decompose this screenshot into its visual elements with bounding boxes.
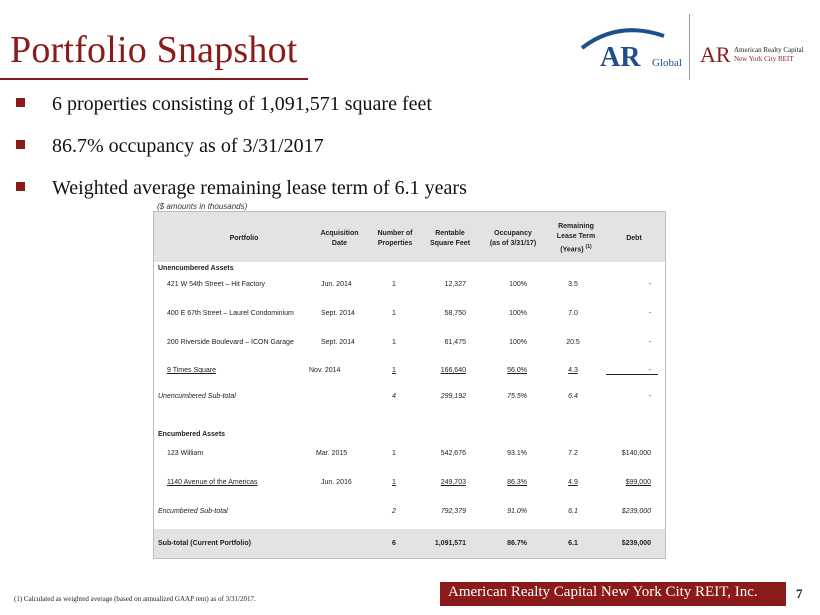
cell-sqft: 58,750 bbox=[444, 310, 466, 317]
cell-num: 6 bbox=[392, 540, 396, 547]
cell-occupancy: 86.3% bbox=[507, 479, 527, 486]
cell-name: 421 W 54th Street – Hit Factory bbox=[167, 281, 266, 288]
cell-num: 4 bbox=[392, 393, 396, 400]
cell-occupancy: 93.1% bbox=[507, 450, 527, 457]
cell-debt: $239,000 bbox=[621, 508, 651, 515]
cell-term: 6.4 bbox=[568, 393, 578, 400]
cell-sqft: 542,676 bbox=[440, 450, 466, 457]
cell-term: 7.2 bbox=[568, 450, 578, 457]
cell-num: 1 bbox=[392, 450, 396, 457]
cell-name: Sub-total (Current Portfolio) bbox=[158, 540, 251, 547]
cell-term: 6.1 bbox=[568, 540, 578, 547]
cell-debt: $239,000 bbox=[621, 540, 651, 547]
cell-term: 6.1 bbox=[568, 508, 578, 515]
header-remaining-line3 bbox=[546, 242, 606, 255]
header-debt: Debt bbox=[626, 235, 642, 242]
cell-sqft: 61,475 bbox=[444, 339, 466, 346]
cell-num: 1 bbox=[392, 367, 396, 374]
header-occupancy bbox=[480, 229, 546, 249]
ar-global-letters: AR bbox=[600, 42, 641, 70]
footer-company: American Realty Capital New York City REIT, Inc. bbox=[448, 584, 758, 600]
page-number: 7 bbox=[796, 586, 803, 601]
cell-occupancy: 75.5% bbox=[507, 393, 527, 400]
header-remaining-line2: Lease Term bbox=[556, 233, 596, 240]
cell-name: Encumbered Sub-total bbox=[158, 508, 228, 515]
arc-line2: New York City REIT bbox=[734, 55, 794, 63]
arc-line1: American Realty Capital bbox=[734, 46, 804, 54]
header-number-line1: Number of bbox=[377, 230, 413, 237]
cell-name: 123 William bbox=[167, 450, 204, 457]
portfolio-table bbox=[153, 211, 666, 559]
cell-date: Jun. 2016 bbox=[321, 479, 352, 486]
cell-sqft: 166,640 bbox=[440, 367, 466, 374]
cell-date: Nov. 2014 bbox=[309, 367, 341, 374]
cell-term: 4.9 bbox=[568, 479, 578, 486]
cell-debt: - bbox=[648, 310, 651, 317]
header-rentable-line2: Square Feet bbox=[429, 240, 471, 247]
cell-num: 1 bbox=[392, 310, 396, 317]
cell-num: 1 bbox=[392, 281, 396, 288]
arc-letters: AR bbox=[700, 42, 731, 67]
cell-date: Sept. 2014 bbox=[321, 310, 355, 317]
cell-name: Unencumbered Sub-total bbox=[158, 393, 236, 400]
cell-debt: - bbox=[648, 339, 651, 346]
header-remaining-line1: Remaining bbox=[558, 223, 594, 230]
cell-num: 1 bbox=[392, 479, 396, 486]
cell-num: 1 bbox=[392, 339, 396, 346]
cell-name: 9 Times Square bbox=[167, 367, 217, 374]
cell-name: 1140 Avenue of the Americas bbox=[167, 479, 258, 486]
cell-sqft: 12,327 bbox=[444, 281, 466, 288]
header-remaining-term bbox=[546, 222, 606, 255]
cell-sqft: 792,379 bbox=[440, 508, 466, 515]
header-rentable-line1: Rentable bbox=[435, 230, 465, 237]
header-acquisition bbox=[312, 229, 367, 249]
bullet-square-icon bbox=[16, 182, 25, 191]
cell-occupancy: 100% bbox=[509, 310, 527, 317]
logo-divider bbox=[689, 14, 690, 80]
cell-occupancy: 100% bbox=[509, 339, 527, 346]
cell-name: 400 E 67th Street – Laurel Condominium bbox=[167, 310, 294, 317]
bullet-square-icon bbox=[16, 98, 25, 107]
cell-term: 7.0 bbox=[568, 310, 578, 317]
footnote-ref-1: (1) bbox=[585, 244, 592, 250]
cell-debt: - bbox=[648, 367, 651, 374]
bullet-square-icon bbox=[16, 140, 25, 149]
cell-term: 20.5 bbox=[566, 339, 580, 346]
cell-sqft: 299,192 bbox=[440, 393, 466, 400]
cell-date: Mar. 2015 bbox=[316, 450, 348, 457]
cell-occupancy: 91.0% bbox=[507, 508, 527, 515]
cell-sqft: 249,703 bbox=[440, 479, 466, 486]
cell-occupancy: 56.0% bbox=[507, 367, 527, 374]
cell-debt: - bbox=[648, 393, 651, 400]
header-number bbox=[369, 229, 421, 249]
bullet-text: 86.7% occupancy as of 3/31/2017 bbox=[52, 135, 324, 157]
header-portfolio: Portfolio bbox=[229, 235, 259, 242]
ar-global-word: Global bbox=[652, 57, 682, 69]
header-rentable bbox=[422, 229, 478, 249]
cell-debt: $99,000 bbox=[625, 479, 651, 486]
cell-num: 2 bbox=[392, 508, 396, 515]
header-occupancy-line1: Occupancy bbox=[494, 230, 532, 237]
arc-nyc-reit-logo bbox=[700, 40, 818, 70]
bullet-text: Weighted average remaining lease term of 6.1 years bbox=[52, 177, 467, 199]
header-acquisition-line1: Acquisition bbox=[320, 230, 359, 237]
amounts-note: ($ amounts in thousands) bbox=[157, 202, 248, 211]
debt-underline bbox=[606, 374, 658, 375]
cell-occupancy: 86.7% bbox=[507, 540, 527, 547]
cell-occupancy: 100% bbox=[509, 281, 527, 288]
cell-date: Sept. 2014 bbox=[321, 339, 355, 346]
title-underline bbox=[0, 78, 308, 80]
cell-term: 3.5 bbox=[568, 281, 578, 288]
cell-term: 4.3 bbox=[568, 367, 578, 374]
ar-global-logo bbox=[578, 26, 688, 70]
section-unencumbered: Unencumbered Assets bbox=[158, 265, 234, 272]
header-years-label: (Years) bbox=[560, 246, 584, 254]
cell-name: 200 Riverside Boulevard – ICON Garage bbox=[167, 339, 294, 346]
section-encumbered: Encumbered Assets bbox=[158, 431, 226, 438]
cell-sqft: 1,091,571 bbox=[434, 540, 466, 547]
cell-debt: - bbox=[648, 281, 651, 288]
header-acquisition-line2: Date bbox=[331, 240, 348, 247]
header-number-line2: Properties bbox=[377, 240, 413, 247]
cell-debt: $140,000 bbox=[621, 450, 651, 457]
bullet-text: 6 properties consisting of 1,091,571 square feet bbox=[52, 93, 432, 115]
footnote: (1) Calculated as weighted average (based on annualized GAAP rent) as of 3/31/2017. bbox=[14, 595, 256, 603]
header-occupancy-line2: (as of 3/31/17) bbox=[489, 240, 537, 247]
page-title: Portfolio Snapshot bbox=[10, 29, 298, 71]
cell-date: Jun. 2014 bbox=[321, 281, 352, 288]
